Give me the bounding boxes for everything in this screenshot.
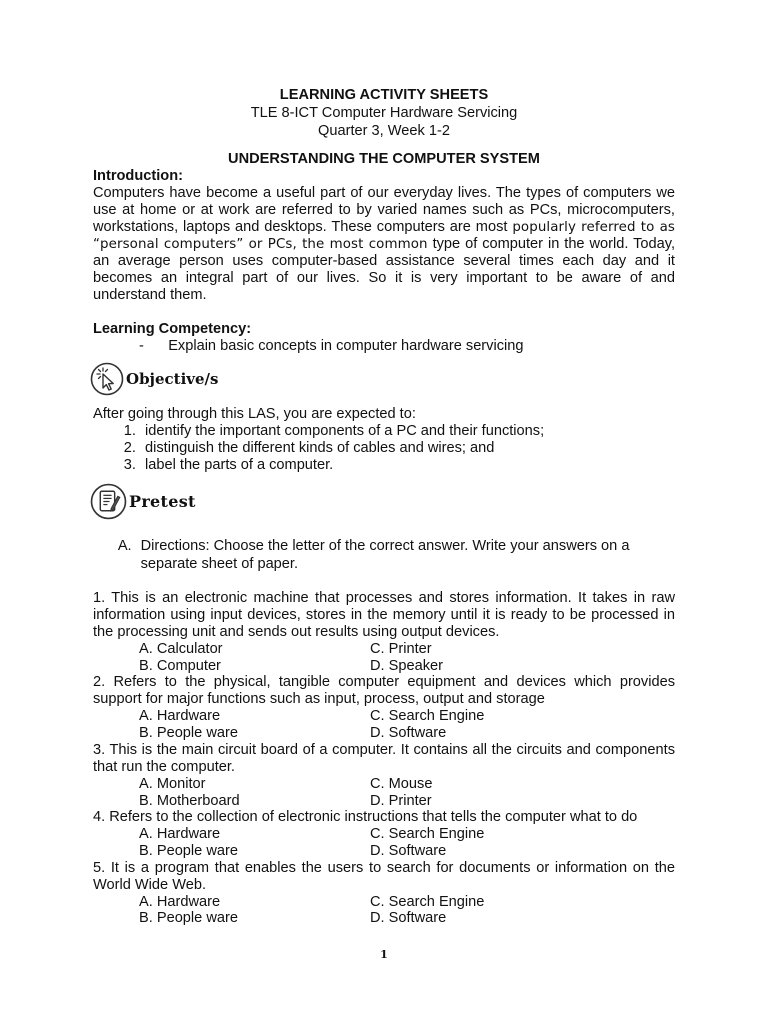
sheet-title: LEARNING ACTIVITY SHEETS bbox=[279, 87, 489, 103]
option: A. Calculator bbox=[139, 641, 223, 657]
question-5-options bbox=[93, 894, 675, 927]
option: A. Hardware bbox=[139, 893, 221, 910]
objective-item: 3. label the parts of a computer. bbox=[140, 457, 675, 474]
objectives-label: Objective/s bbox=[126, 370, 219, 388]
option: C. Search Engine bbox=[370, 708, 485, 725]
option: C. Printer bbox=[370, 641, 432, 657]
option: D. Software bbox=[370, 842, 447, 859]
question-5: 5. It is a program that enables the users to search for documents or information on the World Wide Web. bbox=[93, 859, 675, 893]
option: C. Mouse bbox=[370, 775, 433, 792]
question-3-options bbox=[93, 776, 675, 809]
option: A. Monitor bbox=[139, 775, 206, 792]
introduction-paragraph bbox=[93, 185, 675, 304]
option: B. Computer bbox=[139, 657, 221, 674]
objectives-badge bbox=[90, 361, 675, 397]
option: D. Software bbox=[370, 725, 447, 742]
question-4-options bbox=[93, 826, 675, 859]
option: B. People ware bbox=[139, 910, 238, 927]
sheet-quarter: Quarter 3, Week 1-2 bbox=[318, 123, 450, 139]
option: C. Search Engine bbox=[370, 893, 485, 910]
objectives-list bbox=[93, 423, 675, 474]
pretest-directions bbox=[93, 537, 675, 573]
option: D. Printer bbox=[370, 792, 432, 809]
objectives-lead: After going through this LAS, you are expected to: bbox=[93, 406, 416, 422]
option: B. People ware bbox=[139, 725, 238, 742]
competency-heading: Learning Competency: bbox=[93, 321, 252, 337]
option: B. People ware bbox=[139, 842, 238, 859]
option: B. Motherboard bbox=[139, 792, 240, 809]
document-pencil-icon bbox=[90, 483, 127, 520]
option: D. Software bbox=[370, 910, 447, 927]
cursor-click-icon bbox=[90, 362, 124, 396]
introduction-text-3: type of computer in the world. Today, an average person uses computer-based assistance several times each day and it becomes an integral part of our lives. So it is very important to be aware of and understand them. bbox=[93, 236, 676, 303]
page-number: 1 bbox=[380, 948, 388, 961]
question-1: 1. This is an electronic machine that processes and stores information. It takes in raw information using input devices, stores in the memory until it is ready to be processed in the processing unit and sends out results using output devices. bbox=[93, 590, 675, 640]
question-1-options bbox=[93, 641, 675, 674]
topic-title: UNDERSTANDING THE COMPUTER SYSTEM bbox=[228, 151, 540, 167]
question-2-options bbox=[93, 708, 675, 741]
question-4: 4. Refers to the collection of electronic instructions that tells the computer what to do bbox=[93, 809, 638, 826]
objective-item: 1. identify the important components of a PC and their functions; bbox=[140, 423, 675, 440]
competency-item: - Explain basic concepts in computer hardware servicing bbox=[139, 338, 524, 354]
directions-letter: A. bbox=[117, 538, 132, 554]
sheet-subject: TLE 8-ICT Computer Hardware Servicing bbox=[250, 105, 518, 121]
introduction-heading: Introduction: bbox=[93, 168, 183, 184]
option: A. Hardware bbox=[139, 708, 221, 725]
option: C. Search Engine bbox=[370, 826, 485, 843]
question-2: 2. Refers to the physical, tangible computer equipment and devices which provides support for major functions such as input, process, output and storage bbox=[93, 674, 675, 708]
introduction-text-1: Computers have become a useful part of our everyday lives. The types of computers we use at home or at work are referred to by varied names such as PCs, microcomputers, workstations, laptops and desktops. These computers are most bbox=[93, 185, 675, 235]
objective-item: 2. distinguish the different kinds of cables and wires; and bbox=[140, 440, 675, 457]
pretest-label: Pretest bbox=[129, 491, 196, 511]
directions-text: Directions: Choose the letter of the correct answer. Write your answers on a separate sheet of paper. bbox=[140, 538, 630, 572]
option: D. Speaker bbox=[370, 657, 444, 674]
question-3: 3. This is the main circuit board of a computer. It contains all the circuits and components that run the computer. bbox=[93, 741, 675, 775]
worksheet-page bbox=[93, 86, 675, 927]
option: A. Hardware bbox=[139, 826, 221, 843]
pretest-badge bbox=[90, 481, 675, 521]
introduction-text-2: popularly referred to as “personal computers” or PCs, the most common bbox=[93, 220, 676, 252]
